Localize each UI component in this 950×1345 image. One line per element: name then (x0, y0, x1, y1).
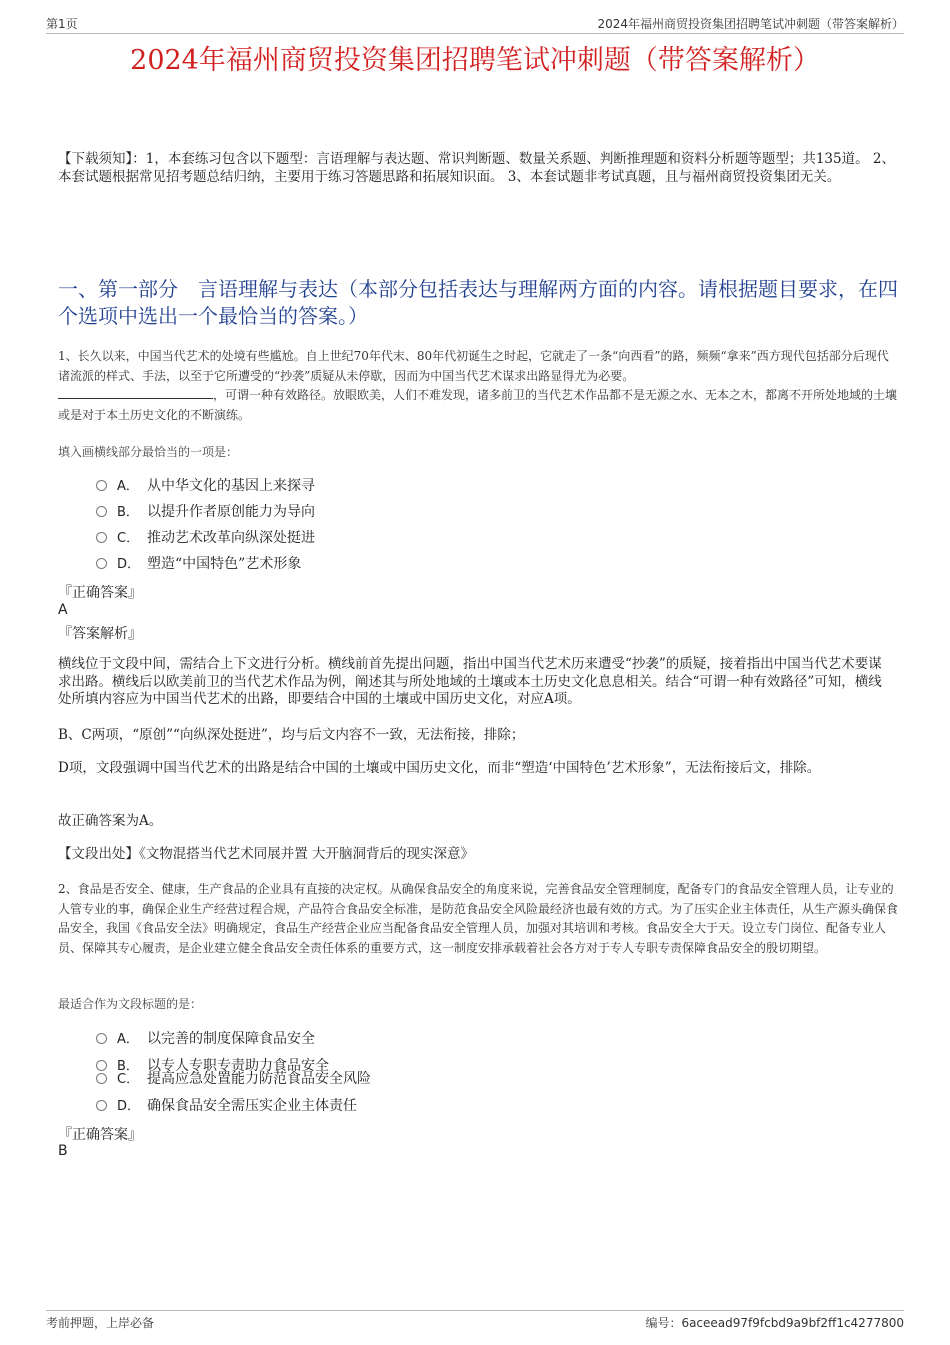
analysis-paragraph: D项，文段强调中国当代艺术的出路是结合中国的土壤或中国历史文化，而非“塑造‘中国特色’艺术形象”，无法衔接后文，排除。 (58, 760, 821, 776)
header-rule (46, 33, 904, 34)
radio-icon[interactable] (96, 1033, 107, 1044)
question-1-option-c[interactable]: C． 推动艺术改革向纵深处挺进 (96, 528, 315, 549)
radio-icon[interactable] (96, 558, 107, 569)
page-number: 第1页 (46, 17, 78, 31)
question-2-option-c[interactable]: C． 提高应急处置能力防范食品安全风险 (96, 1069, 371, 1090)
radio-icon[interactable] (96, 532, 107, 543)
question-1-text-before: 1、长久以来，中国当代艺术的处境有些尴尬。自上世纪70年代末、80年代初诞生之时起，它就走了一条“向西看”的路，频频“拿来”西方现代包括部分后现代诸流派的样式、手法，以至于它所遭受的“抄袭”质疑从未停歇，因而为中国当代艺术谋求出路显得尤为必要。 (58, 349, 889, 383)
section-heading: 一、第一部分 言语理解与表达（本部分包括表达与理解两方面的内容。请根据题目要求，在四个选项中选出一个最恰当的答案。） (58, 277, 898, 328)
fill-blank (58, 386, 213, 399)
header-doc-title: 2024年福州商贸投资集团招聘笔试冲刺题（带答案解析） (597, 17, 904, 31)
answer-label: 『正确答案』 (58, 1127, 142, 1143)
radio-icon[interactable] (96, 1073, 107, 1084)
analysis-paragraph: B、C两项，“原创”“向纵深处挺进”，均与后文内容不一致，无法衔接，排除； (58, 727, 525, 743)
radio-icon[interactable] (96, 506, 107, 517)
question-1-text (58, 347, 900, 425)
document-id: 编号：6aceead97f9fcbd9a9bf2ff1c4277800 (645, 1316, 904, 1330)
radio-icon[interactable] (96, 1100, 107, 1111)
question-2-option-b[interactable]: B． 以专人专职专责助力食品安全 (96, 1056, 329, 1077)
question-2-prompt: 最适合作为文段标题的是： (58, 997, 203, 1011)
question-1-option-b[interactable]: B． 以提升作者原创能力为导向 (96, 502, 315, 523)
question-1-text-after: ，可谓一种有效路径。放眼欧美，人们不难发现，诸多前卫的当代艺术作品都不是无源之水、无本之木，都离不开所处地域的土壤或是对于本土历史文化的不断演练。 (58, 388, 898, 422)
question-2-option-d[interactable]: D． 确保食品安全需压实企业主体责任 (96, 1096, 357, 1117)
footer-rule (46, 1310, 904, 1311)
question-1-option-a[interactable]: A． 从中华文化的基因上来探寻 (96, 476, 315, 497)
answer-label: 『正确答案』 (58, 585, 142, 601)
analysis-label: 『答案解析』 (58, 626, 142, 642)
answer-value: B (58, 1143, 68, 1159)
answer-value: A (58, 602, 68, 618)
question-2-option-a[interactable]: A． 以完善的制度保障食品安全 (96, 1029, 315, 1050)
radio-icon[interactable] (96, 480, 107, 491)
download-notice: 【下载须知】：1，本套练习包含以下题型：言语理解与表达题、常识判断题、数量关系题、判断推理题和资料分析题等题型；共135道。 2、本套试题根据常见招考题总结归纳，主要用于练习答题思路和拓展知识面。 3、本套试题非考试真题，且与福州商贸投资集团无关。 (58, 151, 895, 185)
question-1-option-d[interactable]: D． 塑造“中国特色”艺术形象 (96, 554, 301, 575)
analysis-paragraph: 横线位于文段中间，需结合上下文进行分析。横线前首先提出问题，指出中国当代艺术历来遭受“抄袭”的质疑，接着指出中国当代艺术要谋求出路。横线后以欧美前卫的当代艺术作品为例，阐述其与所处地域的土壤或本土历史文化息息相关。结合“可谓一种有效路径”可知，横线处所填内容应为中国当代艺术的出路，即要结合中国的土壤或中国历史文化，对应A项。 (58, 656, 882, 707)
source-citation: 【文段出处】《文物混搭当代艺术同展并置 大开脑洞背后的现实深意》 (58, 846, 475, 862)
page-title: 2024年福州商贸投资集团招聘笔试冲刺题（带答案解析） (130, 45, 820, 76)
footer-slogan: 考前押题，上岸必备 (46, 1316, 155, 1330)
question-1-prompt: 填入画横线部分最恰当的一项是： (58, 445, 239, 459)
analysis-conclusion: 故正确答案为A。 (58, 813, 163, 829)
question-2-text: 2、食品是否安全、健康，生产食品的企业具有直接的决定权。从确保食品安全的角度来说，完善食品安全管理制度，配备专门的食品安全管理人员，让专业的人管专业的事，确保企业生产经营过程合规，产品符合食品安全标准，是防范食品安全风险最经济也最有效的方式。为了压实企业主体责任，从生产源头确保食品安全，我国《食品安全法》明确规定，食品生产经营企业应当配备食品安全管理人员，加强对其培训和考核。食品安全大于天。设立专门岗位、配备专业人员、保障其专心履责，是企业建立健全食品安全责任体系的重要方式，这一制度安排承载着社会各方对于专人专职专责保障食品安全的殷切期望。 (58, 882, 899, 955)
